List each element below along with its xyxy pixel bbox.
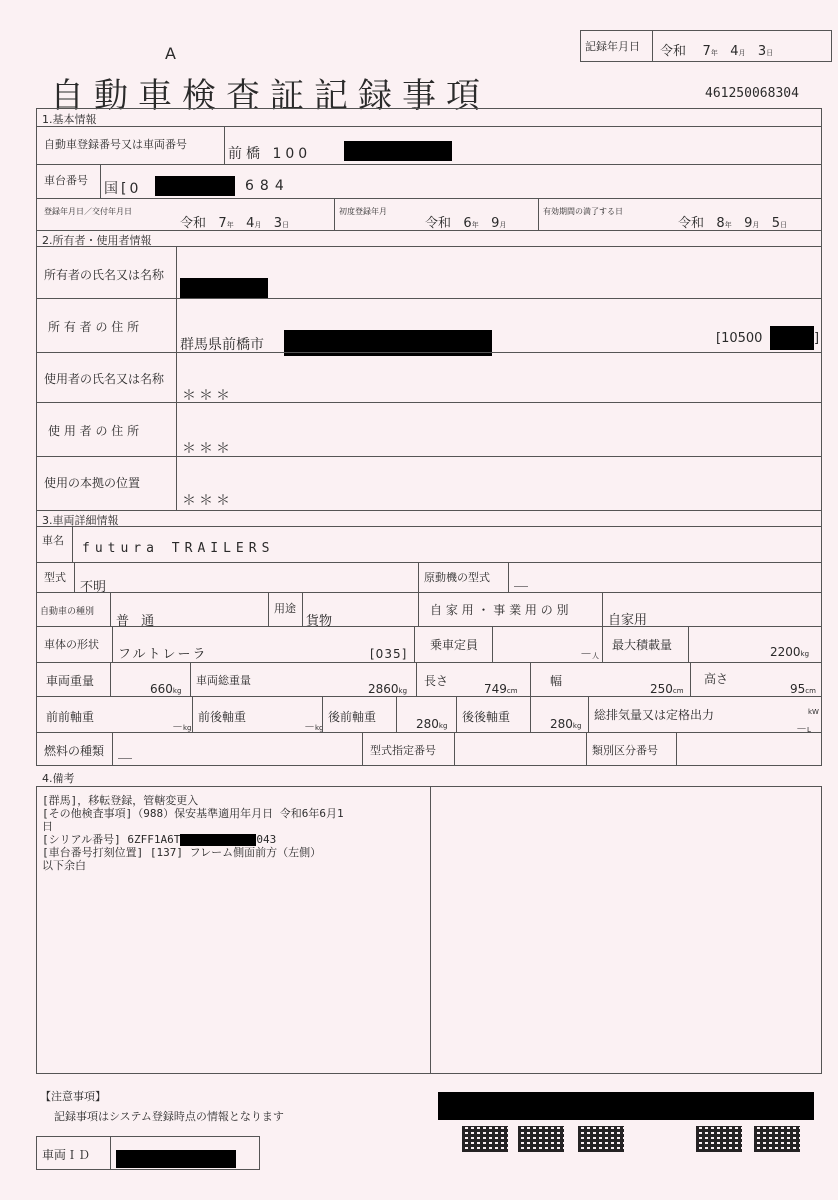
qr-code-icon: [696, 1126, 742, 1152]
weight: 660kg: [150, 682, 182, 696]
gross-label: 車両総重量: [196, 674, 251, 687]
qr-code-icon: [518, 1126, 564, 1152]
width-label: 幅: [550, 674, 563, 688]
fr-axle-label: 前後軸重: [198, 710, 247, 724]
note-line: 以下余白: [42, 859, 86, 872]
caution-label: 【注意事項】: [40, 1090, 106, 1103]
expiry-label: 有効期間の満了する日: [543, 207, 623, 216]
qr-code-icon: [578, 1126, 624, 1152]
redacted-footer: [438, 1092, 814, 1120]
rf-axle: 280kg: [416, 717, 448, 731]
capacity-label: 乗車定員: [430, 638, 479, 652]
note-line: [その他検査事項]（988）保安基準適用年月日 令和6年6月1: [42, 807, 344, 820]
reg-date: 令和 7年 4月 3日: [180, 216, 290, 231]
document-title: 自動車検査証記録事項: [50, 76, 490, 116]
disp: －L: [796, 722, 811, 735]
expiry-date: 令和 8年 9月 5日: [678, 216, 788, 231]
body-label: 車体の形状: [44, 638, 99, 651]
model: 不明: [80, 580, 107, 595]
max-load: 2200kg: [770, 645, 810, 659]
car-name-label: 車名: [42, 534, 64, 547]
section-notes: 4.備考: [42, 772, 75, 785]
fuel-label: 燃料の種類: [44, 744, 105, 758]
base-location: ＊＊＊: [182, 493, 233, 509]
qr-code-icon: [754, 1126, 800, 1152]
first-reg-label: 初度登録年月: [339, 207, 387, 216]
engine-label: 原動機の型式: [424, 571, 490, 584]
redacted-reg-no: [344, 141, 452, 161]
capacity: －人: [580, 647, 600, 661]
vehicle-id-label: 車両ＩＤ: [42, 1148, 91, 1162]
rr-axle-label: 後後軸重: [462, 710, 511, 724]
length: 749cm: [484, 682, 518, 696]
disp-unit-kw: kW: [808, 708, 819, 716]
section-basic: 1.基本情報: [42, 113, 97, 126]
record-date: 令和 7年 4月 3日: [660, 44, 774, 59]
kind-label: 自動車の種別: [40, 607, 95, 617]
redacted-serial: [180, 834, 256, 846]
qr-code-icon: [462, 1126, 508, 1152]
use-label: 用途: [274, 602, 296, 615]
owner-address-label: 所 有 者 の 住 所: [48, 320, 140, 334]
kind: 普 通: [116, 614, 159, 629]
model-label: 型式: [44, 571, 66, 584]
disp-label: 総排気量又は定格出力: [594, 708, 715, 722]
user-address: ＊＊＊: [182, 441, 233, 457]
ff-axle: －kg: [172, 720, 192, 733]
note-line: [シリアル番号] 6ZFF1A6T 043: [42, 833, 277, 846]
reg-no: 前橋 100: [228, 146, 312, 162]
user-name: ＊＊＊: [182, 388, 233, 404]
rr-axle: 280kg: [550, 717, 582, 731]
chassis-label: 車台番号: [44, 174, 88, 187]
ff-axle-label: 前前軸重: [46, 710, 95, 724]
private: 自家用: [608, 613, 648, 628]
body-shape: フルトレーラ: [118, 647, 208, 662]
chassis-suffix: 684: [245, 178, 290, 194]
fr-axle: －kg: [304, 720, 324, 733]
car-name: futura TRAILERS: [82, 541, 275, 556]
engine: ＿: [514, 573, 528, 589]
first-reg: 令和 6年 9月: [425, 216, 507, 231]
reg-date-label: 登録年月日／交付年月日: [44, 207, 132, 216]
section-vehicle: 3.車両詳細情報: [42, 514, 119, 527]
redacted-postal: [770, 326, 814, 350]
header-mark: A: [165, 44, 176, 63]
max-load-label: 最大積載量: [612, 638, 673, 652]
base-label: 使用の本拠の位置: [44, 476, 141, 490]
length-label: 長さ: [424, 674, 449, 688]
user-name-label: 使用者の氏名又は名称: [44, 372, 165, 386]
gross: 2860kg: [368, 682, 408, 696]
reg-no-label: 自動車登録番号又は車両番号: [44, 138, 187, 151]
height-label: 高さ: [704, 672, 729, 686]
document-number: 461250068304: [705, 86, 799, 101]
type-no-label: 型式指定番号: [370, 744, 436, 757]
class-no-label: 類別区分番号: [592, 744, 658, 757]
note-line: [車台番号打刻位置] [137] フレーム側面前方（左側）: [42, 846, 322, 859]
weight-label: 車両重量: [46, 674, 95, 688]
owner-postal-close: ]: [814, 331, 820, 346]
width: 250cm: [650, 682, 684, 696]
note-line: [群馬]，移転登録，管轄変更入: [42, 794, 199, 807]
owner-postal: [10500: [716, 331, 763, 346]
note-line: 日: [42, 820, 53, 833]
redacted-chassis: [155, 176, 235, 196]
rf-axle-label: 後前軸重: [328, 710, 377, 724]
user-address-label: 使 用 者 の 住 所: [48, 424, 140, 438]
chassis-prefix: 国[0: [104, 181, 142, 197]
section-owner: 2.所有者・使用者情報: [42, 234, 152, 247]
main-frame: [36, 108, 822, 766]
record-date-label: 記録年月日: [585, 40, 640, 53]
body-code: [035]: [370, 647, 408, 661]
notes-text: [42, 794, 344, 872]
use: 貨物: [306, 614, 333, 629]
owner-name-label: 所有者の氏名又は名称: [44, 268, 165, 282]
caution-text: 記録事項はシステム登録時点の情報となります: [54, 1110, 284, 1123]
redacted-owner-name: [180, 278, 268, 298]
fuel: ＿: [118, 745, 132, 761]
height: 95cm: [790, 682, 816, 696]
owner-address: 群馬県前橋市: [180, 337, 264, 353]
redacted-vehicle-id: [116, 1150, 236, 1168]
private-label: 自 家 用 ・ 事 業 用 の 別: [430, 603, 569, 617]
